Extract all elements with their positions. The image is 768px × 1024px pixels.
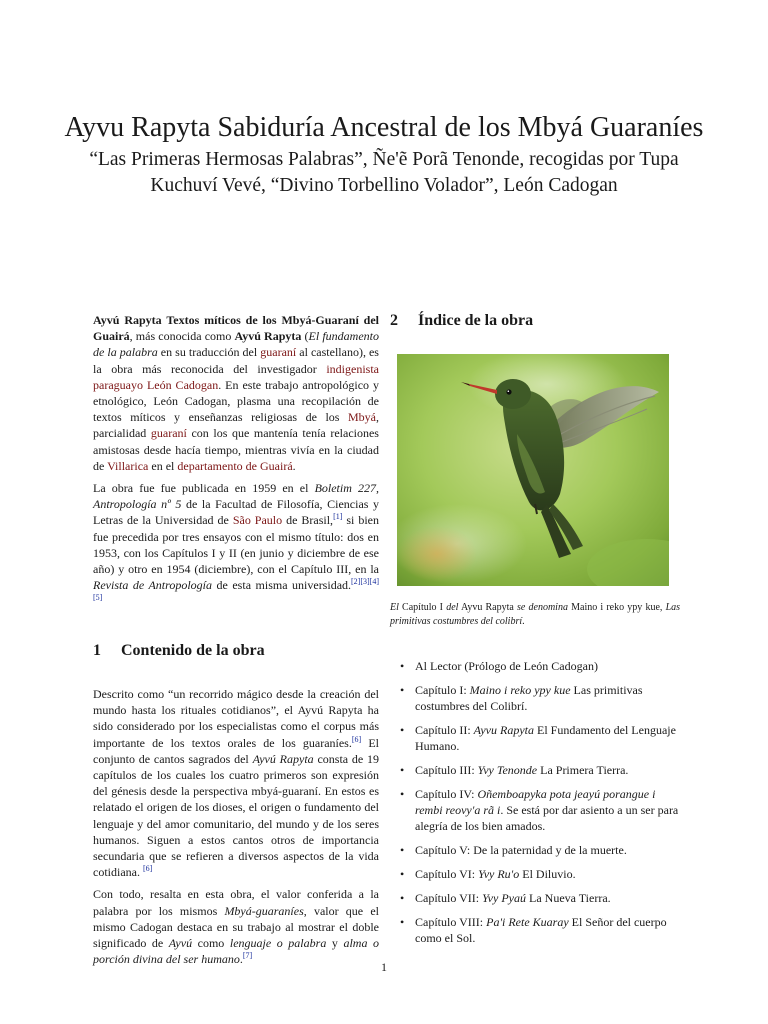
section-2-heading bbox=[390, 312, 533, 330]
text: de esta misma universidad. bbox=[212, 578, 352, 593]
image-caption bbox=[390, 601, 680, 629]
link-indigenista-cadogan[interactable]: indigenista paraguayo León Cadogan bbox=[93, 361, 379, 392]
text: Con todo, resalta en esta obra, el valor conferida a la palabra por los mismos bbox=[93, 887, 379, 918]
section-number: 2 bbox=[390, 312, 398, 329]
reference-link[interactable]: [6] bbox=[142, 864, 153, 874]
text: La Primera Tierra. bbox=[537, 763, 629, 777]
italic-text: Yvy Tenonde bbox=[477, 763, 538, 777]
italic-text: se denomina bbox=[517, 602, 568, 613]
italic-text: lenguaje o palabra bbox=[229, 936, 327, 951]
text: Capítulo VII: bbox=[415, 891, 483, 905]
text: consta de 19 capítulos de los cuales los cuatro primeros son expresión del génesis desde la perspectiva mbyá-guaraní. En estos es relatado el origen de los dioses, el origen o fundamento del lenguaje y del amor comunitario, del mundo y de los seres humanos. Siguen a estos cantos otros de importancia secundaria que se refieren a diversos aspectos de la vida cotidiana. bbox=[93, 751, 380, 880]
text: El Señor del cuerpo como el Sol. bbox=[415, 915, 667, 945]
section-1-paragraph-2 bbox=[93, 886, 379, 967]
bold-text: Ayvú Rapyta Textos míticos de los Mbyá-Guaraní del Guairá bbox=[93, 313, 379, 344]
text: de Brasil, bbox=[282, 513, 334, 528]
list-item bbox=[397, 786, 680, 834]
text: La Nueva Tierra. bbox=[526, 891, 611, 905]
italic-text: Ayvu Rapyta bbox=[473, 723, 534, 737]
text: La obra fue fue publicada en 1959 en el bbox=[93, 481, 315, 496]
text: El Fundamento del Lenguaje Humano. bbox=[415, 723, 676, 753]
text: y bbox=[326, 936, 344, 951]
text: . bbox=[522, 616, 525, 627]
link-villarica[interactable]: Villarica bbox=[107, 458, 149, 473]
text: . Se está por dar asiento a un ser para alegría de los bien amados. bbox=[415, 803, 679, 833]
italic-text: alma o porción divina del ser humano bbox=[93, 936, 380, 967]
italic-text: Revista de Antropología bbox=[93, 578, 213, 593]
page-number: 1 bbox=[381, 960, 387, 974]
link-guarani[interactable]: guaraní bbox=[260, 345, 297, 360]
text: como bbox=[192, 936, 230, 951]
italic-text: Ayvú bbox=[168, 936, 193, 951]
section-1-heading bbox=[93, 642, 379, 660]
text: El conjunto de cantos sagrados del bbox=[93, 735, 379, 766]
text: Descrito como “un recorrido mágico desde la creación del mundo hasta los rituales cotidianos”, el Ayvú Rapyta ha sido considerado por los especialistas como el corpus más importante de los textos orales de los guaraníes. bbox=[93, 687, 379, 750]
list-item bbox=[397, 722, 680, 754]
italic-text: Boletim 227, Antropología nº 5 bbox=[93, 481, 379, 512]
italic-text: Maino i reko ypy kue bbox=[469, 683, 571, 697]
intro bbox=[93, 312, 379, 616]
link-mbya[interactable]: Mbyá bbox=[348, 410, 376, 425]
text: Capítulo II: bbox=[415, 723, 474, 737]
intro-paragraph-2 bbox=[93, 480, 379, 610]
italic-text: El fundamento de la palabra bbox=[93, 329, 379, 360]
reference-link[interactable]: [2][3][4][5] bbox=[93, 577, 379, 603]
italic-text: Mbyá-guaraníes bbox=[224, 903, 304, 918]
text: en su traducción del bbox=[157, 345, 261, 360]
list-item bbox=[397, 866, 680, 882]
title-block bbox=[60, 112, 708, 199]
list-item bbox=[397, 762, 680, 778]
text: Capítulo IV: bbox=[415, 787, 478, 801]
page-subtitle: “Las Primeras Hermosas Palabras”, Ñe'ẽ Porã Tenonde, recogidas por Tupa Kuchuví Vevé, “Divino Torbellino Volador”, León Cadogan bbox=[89, 149, 679, 196]
text: con los que mantenía tenía relaciones amistosas desde hacía tiempo, mientras vivía en la ciudad de bbox=[93, 426, 379, 473]
italic-text: Yvy Ru'o bbox=[478, 867, 520, 881]
link-guarani-2[interactable]: guaraní bbox=[150, 426, 187, 441]
bold-text: Ayvú Rapyta bbox=[234, 329, 302, 344]
text: Capítulo I: bbox=[415, 683, 470, 697]
reference-link[interactable]: [6] bbox=[351, 734, 362, 744]
italic-text: Yvy Pyaú bbox=[482, 891, 526, 905]
section-title: Índice de la obra bbox=[418, 312, 534, 329]
text: Capítulo VI: bbox=[415, 867, 479, 881]
text: Capítulo V: De la paternidad y de la muerte. bbox=[415, 843, 627, 857]
link-departamento-guaira[interactable]: departamento de Guairá bbox=[177, 458, 293, 473]
section-1-body bbox=[93, 686, 379, 973]
text: . bbox=[239, 952, 243, 967]
text: , más conocida como bbox=[129, 329, 235, 344]
list-item bbox=[397, 682, 680, 714]
table-of-contents bbox=[397, 658, 680, 954]
section-1-paragraph-1 bbox=[93, 686, 379, 880]
section-title: Contenido de la obra bbox=[121, 642, 265, 659]
text: Capítulo I bbox=[398, 602, 447, 613]
section-heading bbox=[390, 312, 533, 330]
section-heading bbox=[93, 642, 379, 660]
list-item bbox=[397, 658, 680, 674]
italic-text: Pa'i Rete Kuaray bbox=[486, 915, 569, 929]
text: . bbox=[292, 458, 296, 473]
intro-paragraph-1 bbox=[93, 312, 379, 474]
list-item bbox=[397, 914, 680, 946]
page-title: Ayvu Rapyta Sabiduría Ancestral de los Mbyá Guaraníes bbox=[64, 112, 704, 143]
text: Al Lector (Prólogo de León Cadogan) bbox=[415, 659, 598, 673]
text: Capítulo VIII: bbox=[415, 915, 487, 929]
text: Las primitivas costumbres del Colibrí. bbox=[415, 683, 643, 713]
hummingbird-photo[interactable] bbox=[397, 354, 669, 586]
section-number: 1 bbox=[93, 642, 101, 659]
text: si bien fue precedida por tres ensayos con el mismo título: dos en 1953, con los Capítulos I y II (en junio y diciembre de ese año) y otro en 1954 (diciembre), con el Capítulo III, en la bbox=[93, 513, 379, 577]
italic-text: Oñemboapyka pota jeayú porangue i rembi reovy'a rã i bbox=[415, 787, 656, 817]
text: Capítulo III: bbox=[415, 763, 478, 777]
italic-text: El bbox=[390, 602, 399, 613]
italic-text: del bbox=[446, 602, 459, 613]
text: , valor que el mismo Cadogan destaca en su trabajo al mostrar el doble significado de bbox=[93, 903, 379, 951]
text: en el bbox=[148, 458, 178, 473]
text: ( bbox=[301, 329, 309, 344]
reference-link[interactable]: [7] bbox=[242, 951, 253, 961]
text: al castellano), es la obra más reconocida del investigador bbox=[93, 345, 379, 376]
reference-link[interactable]: [1] bbox=[333, 512, 343, 522]
italic-text: Ayvú Rapyta bbox=[252, 751, 314, 766]
text: , parcialidad bbox=[93, 410, 379, 441]
hummingbird-illustration bbox=[397, 354, 669, 586]
list-item bbox=[397, 890, 680, 906]
text: . En este trabajo antropológico y etnológico, León Cadogan, plasma una recopilación de textos míticos y enseñanzas religiosas de los bbox=[93, 377, 379, 425]
text: El Diluvio. bbox=[519, 867, 576, 881]
link-sao-paulo[interactable]: São Paulo bbox=[232, 513, 283, 528]
text: , bbox=[659, 602, 666, 613]
list-item bbox=[397, 842, 680, 858]
text: Ayvu Rapyta bbox=[458, 602, 517, 613]
text: de la Facultad de Filosofía, Ciencias y Letras de la Universidad de bbox=[93, 497, 380, 528]
italic-text: Las primitivas costumbres del colibrí bbox=[390, 602, 681, 627]
text: Maino i reko ypy kue bbox=[567, 602, 660, 613]
